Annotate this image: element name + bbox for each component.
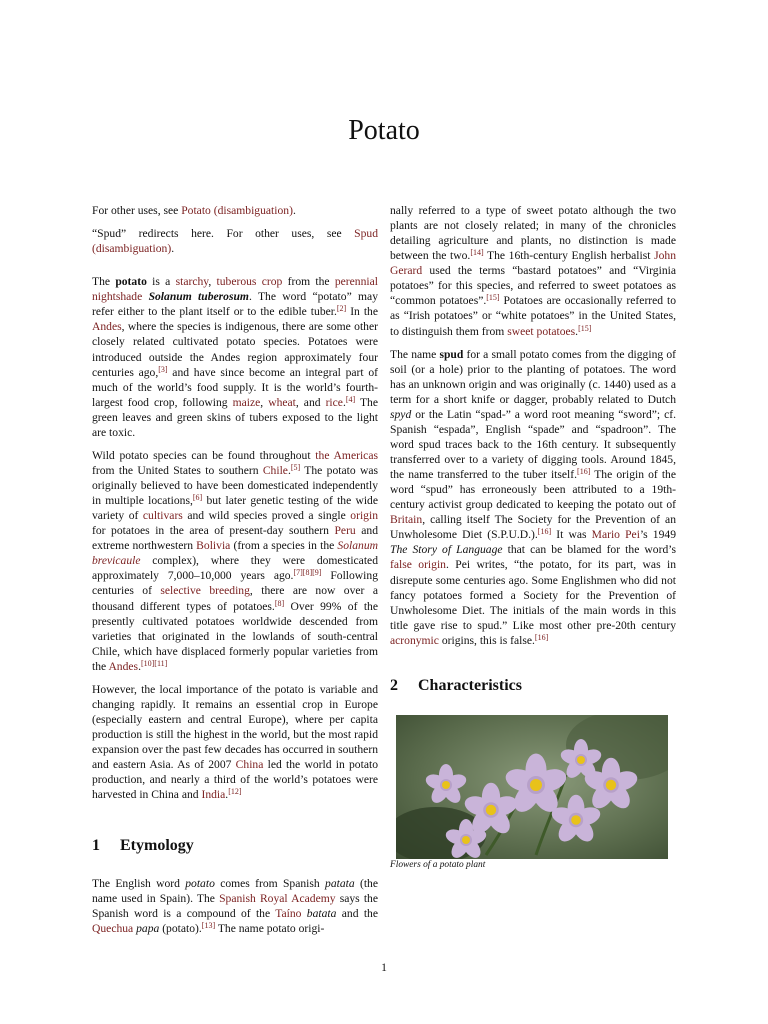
section-heading-etymology: 1 Etymology [92,837,194,855]
figure-caption: Flowers of a potato plant [390,860,486,870]
link-cultivars[interactable]: cultivars [142,509,183,523]
link-chile[interactable]: Chile [262,463,288,477]
citation[interactable]: [15] [486,293,500,303]
citation[interactable]: [2] [336,304,347,314]
link-selective-breeding[interactable]: selective breeding [160,584,250,598]
link-spanish-royal-academy[interactable]: Spanish Royal Academy [219,891,336,905]
link-mario-pei[interactable]: Mario Pei [591,528,640,542]
hatnote-other-uses: For other uses, see Potato (disambiguation). [92,204,296,217]
link-taino[interactable]: Taíno [275,906,302,920]
citation[interactable]: [6] [192,493,203,503]
link-false-origin[interactable]: false origin [390,558,446,572]
link-peru[interactable]: Peru [334,524,356,538]
link-solanum-brevicaule[interactable]: Solanum brevicaule [92,539,378,568]
link-john-gerard[interactable]: John Gerard [390,249,676,278]
link-quechua[interactable]: Quechua [92,921,134,935]
section-heading-characteristics: 2 Characteristics [390,676,522,694]
page-number: 1 [381,961,387,974]
link-origin[interactable]: origin [350,509,378,523]
link-starchy[interactable]: starchy [175,275,209,289]
citation[interactable]: [4] [345,394,356,404]
citation[interactable]: [7][8][9] [293,568,322,578]
etymology-paragraph-1-continued: nally referred to a type of sweet potato although the two plants are not closely related; in many of the chronicles detailing agriculture and plants, no distinction is made between the two.[14] The 16th-century English herbalist John Gerard used the terms “bastard potatoes” and “Virginia potatoes” for this species, and referred to sweet potatoes as “common potatoes”.[15] Potatoes are occasionally referred to as “Irish potatoes” or “white potatoes” in the United States, to distinguish them from sweet potatoes.[15] [390,204,676,338]
right-column [390,203,676,879]
link-tuberous-crop[interactable]: tuberous crop [216,275,283,289]
citation[interactable]: [8] [274,598,285,608]
citation[interactable]: [15] [578,323,592,333]
link-americas[interactable]: the Americas [315,448,378,462]
link-andes-2[interactable]: Andes [108,659,139,673]
link-maize[interactable]: maize [232,395,261,409]
link-wheat[interactable]: wheat [268,395,296,409]
citation[interactable]: [12] [228,787,242,797]
citation[interactable]: [16] [537,527,552,537]
link-britain[interactable]: Britain [390,513,423,527]
link-china[interactable]: China [235,758,264,772]
hatnote-spud-redirect: “Spud” redirects here. For other uses, see Spud (disambiguation). [92,227,378,256]
link-rice[interactable]: rice [325,395,343,409]
link-india[interactable]: India [201,788,226,802]
link-spud-disambiguation[interactable]: Spud (disambiguation) [92,227,378,256]
intro-paragraph-3: However, the local importance of the potato is variable and changing rapidly. It remains an essential crop in Europe (especially eastern and central Europe), where per capita production is still the highest in the world, but the most rapid expansion over the past few decades has occurred in southern and eastern Asia. As of 2007 China led the world in potato production, and nearly a third of the world’s potatoes were harvested in China and India.[12] [92,682,378,802]
link-bolivia[interactable]: Bolivia [196,539,231,553]
intro-paragraph-1: The potato is a starchy, tuberous crop from the perennial nightshade Solanum tuberosum. The word “potato” may refer either to the plant itself or to the edible tuber.[2] In the Andes, where the species is indigenous, there are some other closely related cultivated potato species. Potatoes were introduced outside the Andes region approximately four centuries ago,[3] and have since become an integral part of much of the world’s food supply. It is the world’s fourth-largest food crop, following maize, wheat, and rice.[4] The green leaves and green skins of tubers exposed to the light are toxic. [92,275,379,439]
citation[interactable]: [10][11] [140,658,168,668]
link-acronymic[interactable]: acronymic [390,633,439,647]
etymology-paragraph-2: The name spud for a small potato comes from the digging of soil (or a hole) prior to the planting of potatoes. The word has an unknown origin and was originally (c. 1440) used as a term for a short knife or dagger, probably related to Dutch spyd or the Latin “spad-” a word root meaning “sword”; cf. Spanish “espada”, English “spade” and “spadroon”. The word spud traces back to the 16th century. It subsequently transferred over to a variety of digging tools. Around 1845, the name transferred to the tuber itself.[16] The origin of the word “spud” has erroneously been attributed to a 19th-century activist group dedicated to keeping the potato out of Britain, calling itself The Society for the Prevention of an Unwholesome Diet (S.P.U.D.).[16] It was Mario Pei’s 1949 The Story of Language that can be blamed for the word’s false origin. Pei writes, “the potato, for its part, was in disrepute some centuries ago. Some Englishmen who did not fancy potatoes formed a Society for the Prevention of Unwholesome Diet. The initials of the main words in this title gave rise to spud.” Like most other pre-20th century acronymic origins, this is false.[16] [390,347,676,647]
citation[interactable]: [13] [201,920,216,930]
citation[interactable]: [3] [158,364,168,374]
intro-paragraph-2: Wild potato species can be found throughout the Americas from the United States to southern Chile.[5] The potato was originally believed to have been domesticated independently in multiple locations,[6] but later genetic testing of the wide variety of cultivars and wild species proved a single origin for potatoes in the area of present-day southern Peru and extreme northwestern Bolivia (from a species in the Solanum brevicaule complex), where they were domesticated approximately 7,000–10,000 years ago.[7][8][9] Following centuries of selective breeding, there are now over a thousand different types of potatoes.[8] Over 99% of the presently cultivated potatoes worldwide descended from varieties that originated in the lowlands of south-central Chile, which have displaced formerly popular varieties from the Andes.[10][11] [92,448,378,673]
link-perennial-nightshade[interactable]: perennial nightshade [92,275,378,304]
citation[interactable]: [16] [577,467,591,477]
citation[interactable]: [5] [290,462,301,472]
left-column [92,203,378,944]
citation[interactable]: [16] [534,632,549,642]
citation[interactable]: [14] [470,248,484,258]
link-sweet-potatoes[interactable]: sweet potatoes [507,324,576,338]
link-potato-disambiguation[interactable]: Potato (disambiguation) [181,204,293,217]
page-title: Potato [348,115,420,146]
potato-flowers-image[interactable] [396,715,668,859]
link-andes[interactable]: Andes [92,320,122,334]
etymology-paragraph-1: The English word potato comes from Spanish patata (the name used in Spain). The Spanish Royal Academy says the Spanish word is a compound of the Taíno batata and the Quechua papa (potato).[13] The name potato origi- [92,876,378,935]
